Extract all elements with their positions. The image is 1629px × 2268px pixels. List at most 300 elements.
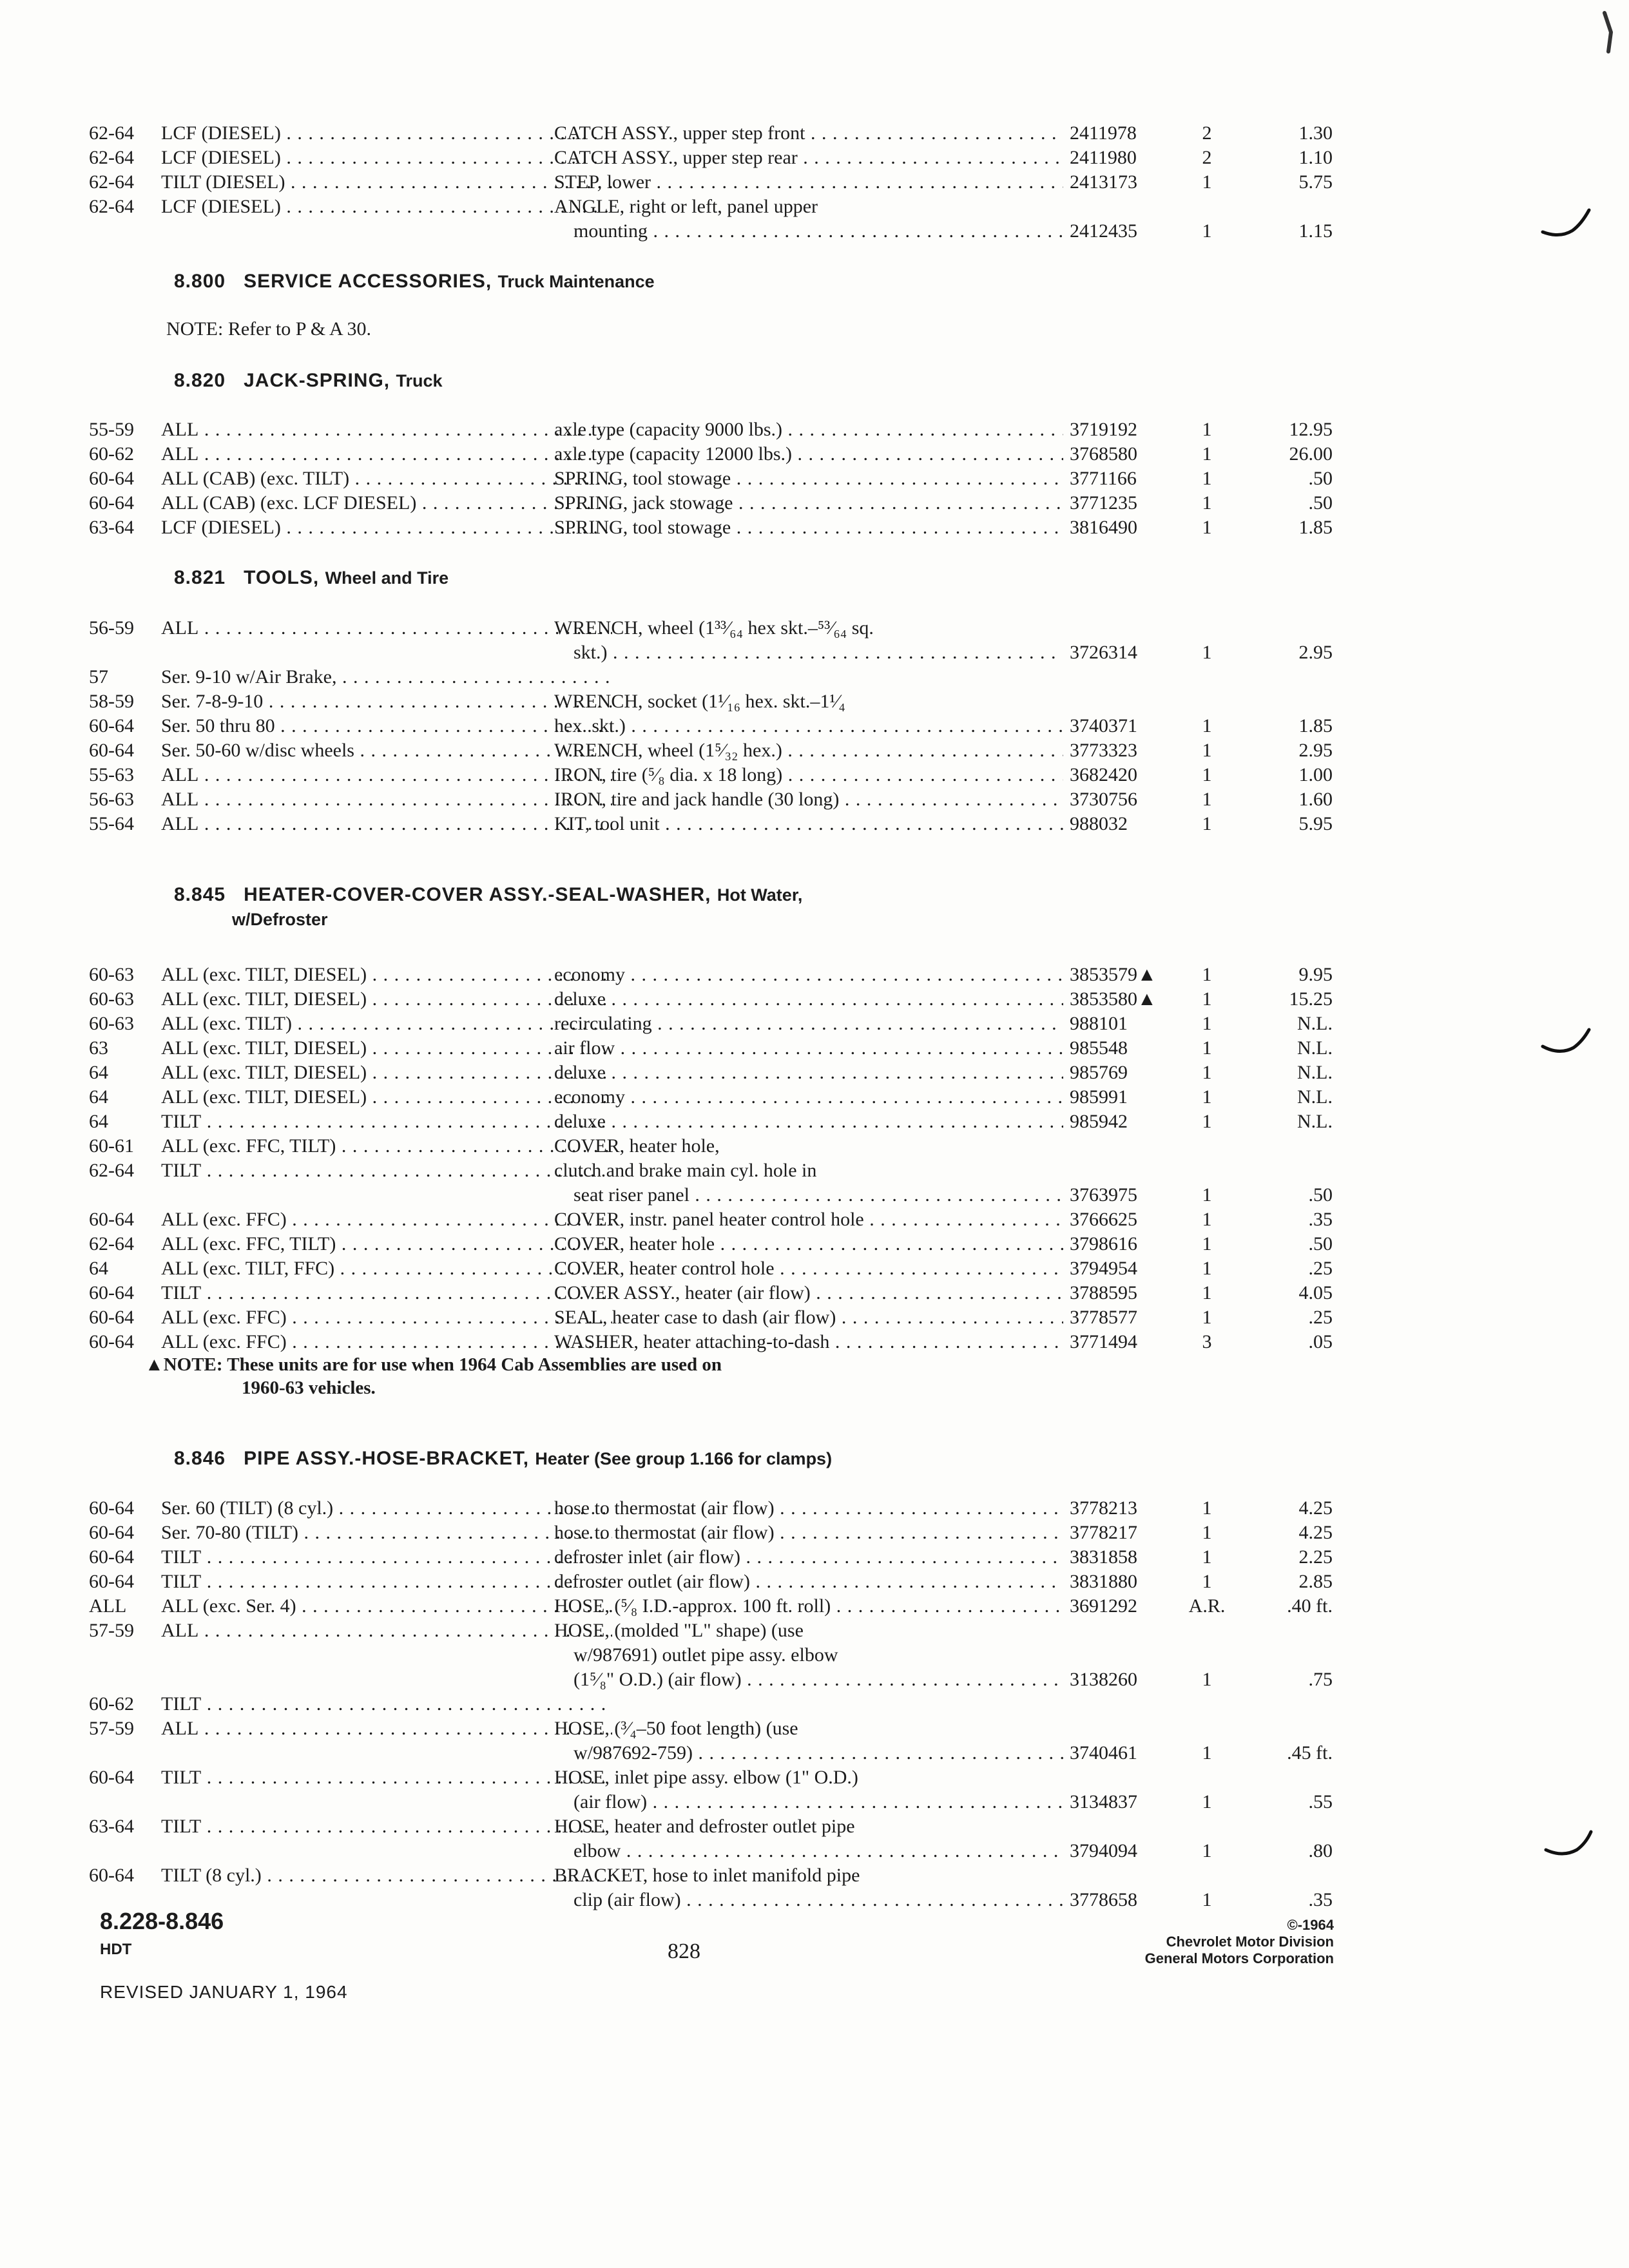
- list-price: .50: [1308, 468, 1333, 489]
- list-price: .35: [1308, 1889, 1333, 1910]
- part-number: 3763975: [1070, 1184, 1137, 1206]
- quantity: 1: [1202, 1571, 1212, 1592]
- parts-row: [89, 714, 1333, 738]
- section-subtitle: Hot Water,: [717, 885, 803, 905]
- model-application: TILT . . .: [161, 1158, 612, 1183]
- part-description: [554, 1232, 1063, 1256]
- quantity: 1: [1202, 1522, 1212, 1543]
- description-line: hex. skt.) . . .: [554, 714, 1063, 738]
- model-year: 60-64: [89, 1767, 134, 1788]
- parts-row: [89, 1036, 1333, 1061]
- part-description: [554, 1330, 1063, 1354]
- description-line: HOSE, heater and defroster outlet pipe: [554, 1816, 855, 1837]
- part-number: 3682420: [1070, 764, 1137, 785]
- parts-row: [89, 1281, 1333, 1305]
- part-description: [554, 987, 1063, 1012]
- model-year: 62-64: [89, 1233, 134, 1254]
- model-year: 56-63: [89, 789, 134, 810]
- model-application: TILT (8 cyl.) . . .: [161, 1863, 612, 1888]
- part-number: 3771235: [1070, 492, 1137, 514]
- model-year: 57: [89, 666, 108, 687]
- copyright-line: ©-1964: [1287, 1917, 1334, 1933]
- model-application: ALL (CAB) (exc. TILT) . . .: [161, 466, 612, 491]
- part-number: 3831880: [1070, 1571, 1137, 1592]
- part-description: [554, 1863, 1063, 1912]
- section-subtitle: Wheel and Tire: [325, 568, 449, 588]
- section-name: JACK-SPRING,: [244, 370, 390, 391]
- model-application: ALL . . .: [161, 1619, 612, 1643]
- model-application: ALL . . .: [161, 1716, 612, 1741]
- description-line: skt.) . . .: [554, 640, 1063, 665]
- model-application: TILT . . .: [161, 1110, 612, 1134]
- part-description: [554, 1570, 1063, 1594]
- parts-row: [89, 1158, 1333, 1207]
- description-line: elbow . . .: [554, 1839, 1063, 1863]
- parts-row: [89, 1110, 1333, 1134]
- model-application: Ser. 60 (TILT) (8 cyl.) . . .: [161, 1496, 612, 1521]
- model-year: 60-62: [89, 1693, 134, 1715]
- part-number: 3778658: [1070, 1889, 1137, 1910]
- parts-row: [89, 121, 1333, 146]
- part-description: [554, 1012, 1063, 1036]
- model-year: 58-59: [89, 691, 134, 712]
- model-year: ALL: [89, 1595, 127, 1617]
- part-description: [554, 738, 1063, 763]
- part-number: 3778217: [1070, 1522, 1137, 1543]
- description-line: SPRING, tool stowage . . .: [554, 466, 1063, 491]
- description-line: (air flow) . . .: [554, 1790, 1063, 1814]
- group-range-code: 8.228-8.846: [100, 1908, 224, 1934]
- description-line: COVER, heater hole,: [554, 1135, 720, 1157]
- model-application: LCF (DIESEL) . . .: [161, 146, 612, 170]
- part-description: [554, 1061, 1063, 1085]
- description-line: defroster inlet (air flow) . . .: [554, 1545, 1063, 1570]
- part-number: 2412435: [1070, 220, 1137, 242]
- model-year: 60-61: [89, 1135, 134, 1157]
- quantity: 1: [1202, 1209, 1212, 1230]
- list-price: 2.95: [1298, 740, 1333, 761]
- quantity: 1: [1202, 1307, 1212, 1328]
- part-number: 3778577: [1070, 1307, 1137, 1328]
- part-number: 3798616: [1070, 1233, 1137, 1254]
- check-mark-icon: [1543, 1827, 1595, 1865]
- list-price: 1.15: [1298, 220, 1333, 242]
- model-year: 63-64: [89, 1816, 134, 1837]
- description-line: WASHER, heater attaching-to-dash . . .: [554, 1330, 1063, 1354]
- corner-smudge-icon: [1592, 6, 1624, 58]
- description-line: defroster outlet (air flow) . . .: [554, 1570, 1063, 1594]
- list-price: 1.30: [1298, 122, 1333, 144]
- part-number: 985942: [1070, 1111, 1128, 1132]
- model-application: ALL . . .: [161, 787, 612, 812]
- footnote-8-845: [145, 1353, 722, 1399]
- model-application: ALL (exc. TILT, DIESEL) . . .: [161, 1036, 612, 1061]
- model-application: ALL (exc. TILT, DIESEL) . . .: [161, 1061, 612, 1085]
- description-line: deluxe . . .: [554, 987, 1063, 1012]
- description-line: COVER ASSY., heater (air flow) . . .: [554, 1281, 1063, 1305]
- description-line: WRENCH, wheel (1⁵⁄₃₂ hex.) . . .: [554, 738, 1063, 763]
- model-year: 57-59: [89, 1620, 134, 1641]
- list-price: 1.85: [1298, 715, 1333, 736]
- part-description: [554, 491, 1063, 515]
- part-number: 3831858: [1070, 1546, 1137, 1568]
- list-price: 4.05: [1298, 1282, 1333, 1303]
- part-description: [554, 787, 1063, 812]
- parts-row: [89, 1619, 1333, 1692]
- section-name: SERVICE ACCESSORIES,: [244, 271, 492, 292]
- quantity: 1: [1202, 1546, 1212, 1568]
- description-line: deluxe . . .: [554, 1061, 1063, 1085]
- part-number: 3138260: [1070, 1669, 1137, 1690]
- list-price: .80: [1308, 1840, 1333, 1861]
- model-application: ALL (exc. FFC, TILT) . . .: [161, 1134, 612, 1158]
- list-price: .05: [1308, 1331, 1333, 1352]
- description-line: economy . . .: [554, 1085, 1063, 1110]
- section-subtitle: Truck Maintenance: [497, 272, 655, 291]
- quantity: 1: [1202, 1037, 1212, 1059]
- part-number: 3853580▲: [1070, 988, 1157, 1010]
- list-price: 4.25: [1298, 1497, 1333, 1519]
- part-number: 3726314: [1070, 642, 1137, 663]
- part-number: 988032: [1070, 813, 1128, 834]
- list-price: .75: [1308, 1669, 1333, 1690]
- model-year: 60-62: [89, 443, 134, 465]
- footnote-line-1: ▲NOTE: These units are for use when 1964 Cab Assemblies are used on: [145, 1354, 722, 1375]
- parts-row: [89, 1570, 1333, 1594]
- part-number: 3719192: [1070, 419, 1137, 440]
- part-number: 3740371: [1070, 715, 1137, 736]
- model-year: 60-64: [89, 492, 134, 514]
- part-description: [554, 616, 1063, 665]
- page-number: 828: [668, 1939, 700, 1963]
- description-line: SEAL, heater case to dash (air flow) . . .: [554, 1305, 1063, 1330]
- parts-row: [89, 1305, 1333, 1330]
- quantity: 1: [1202, 419, 1212, 440]
- part-description: [554, 442, 1063, 466]
- list-price: 2.25: [1298, 1546, 1333, 1568]
- parts-row: [89, 491, 1333, 515]
- part-number: 3771494: [1070, 1331, 1137, 1352]
- quantity: 1: [1202, 813, 1212, 834]
- parts-row: [89, 1594, 1333, 1619]
- section-number: 8.846: [174, 1448, 226, 1469]
- part-number: 3771166: [1070, 468, 1137, 489]
- part-number: 985991: [1070, 1086, 1128, 1108]
- parts-row: [89, 418, 1333, 442]
- description-line: hose to thermostat (air flow) . . .: [554, 1521, 1063, 1545]
- description-line: CATCH ASSY., upper step rear . . .: [554, 146, 1063, 170]
- quantity: 2: [1202, 122, 1212, 144]
- quantity: 1: [1202, 443, 1212, 465]
- footnote-line-2: 1960-63 vehicles.: [242, 1378, 376, 1398]
- list-price: 2.85: [1298, 1571, 1333, 1592]
- parts-row: [89, 170, 1333, 195]
- part-number: 3691292: [1070, 1595, 1137, 1617]
- section-number: 8.845: [174, 884, 226, 905]
- description-line: w/987691) outlet pipe assy. elbow: [574, 1644, 838, 1666]
- list-price: 2.95: [1298, 642, 1333, 663]
- model-year: 63: [89, 1037, 108, 1059]
- model-year: 60-64: [89, 715, 134, 736]
- model-year: 64: [89, 1111, 108, 1132]
- parts-row: [89, 763, 1333, 787]
- parts-row: [89, 1012, 1333, 1036]
- quantity: 1: [1202, 468, 1212, 489]
- description-line: COVER, instr. panel heater control hole . . .: [554, 1207, 1063, 1232]
- part-number: 3730756: [1070, 789, 1137, 810]
- quantity: 1: [1202, 1013, 1212, 1034]
- parts-row: [89, 812, 1333, 836]
- section-heading-8-821: [174, 566, 448, 590]
- model-year: 55-63: [89, 764, 134, 785]
- quantity: 1: [1202, 1742, 1212, 1763]
- description-line: economy . . .: [554, 963, 1063, 987]
- model-application: ALL (exc. TILT, DIESEL) . . .: [161, 1085, 612, 1110]
- list-price: 1.60: [1298, 789, 1333, 810]
- description-line: HOSE, (³⁄₄–50 foot length) (use: [554, 1718, 798, 1739]
- model-application: ALL (exc. TILT) . . .: [161, 1012, 612, 1036]
- model-application: ALL (exc. FFC) . . .: [161, 1207, 612, 1232]
- list-price: 9.95: [1298, 964, 1333, 985]
- list-price: 12.95: [1289, 419, 1333, 440]
- model-application: ALL . . .: [161, 442, 612, 466]
- model-application: ALL (exc. TILT, DIESEL) . . .: [161, 963, 612, 987]
- parts-row: [89, 1496, 1333, 1521]
- part-description: [554, 689, 1063, 714]
- list-price: 1.85: [1298, 517, 1333, 538]
- top-parts-list: [89, 121, 1333, 244]
- description-line: KIT, tool unit . . .: [554, 812, 1063, 836]
- part-number: 3794954: [1070, 1258, 1137, 1279]
- model-application: Ser. 50-60 w/disc wheels . . .: [161, 738, 612, 763]
- parts-row: [89, 1692, 1268, 1716]
- model-year: 64: [89, 1086, 108, 1108]
- list-price: .55: [1308, 1791, 1333, 1812]
- model-year: 60-63: [89, 1013, 134, 1034]
- quantity: 1: [1202, 220, 1212, 242]
- part-number: 3134837: [1070, 1791, 1137, 1812]
- section-heading-8-820: [174, 369, 443, 393]
- part-description: [554, 1036, 1063, 1061]
- division-line: Chevrolet Motor Division: [1166, 1934, 1334, 1950]
- parts-row: [89, 738, 1333, 763]
- part-description: [554, 763, 1063, 787]
- model-year: 62-64: [89, 171, 134, 193]
- list-price: N.L.: [1297, 1037, 1333, 1059]
- model-year: 62-64: [89, 122, 134, 144]
- check-mark-icon: [1540, 206, 1592, 245]
- parts-list-8-846: [89, 1496, 1333, 1912]
- quantity: 1: [1202, 740, 1212, 761]
- parts-row: [89, 1814, 1333, 1863]
- model-year: 57-59: [89, 1718, 134, 1739]
- part-number: 3788595: [1070, 1282, 1137, 1303]
- part-number: 3853579▲: [1070, 964, 1157, 985]
- parts-row: [89, 1863, 1333, 1912]
- part-description: [554, 170, 1063, 195]
- section-subtitle-2: w/Defroster: [232, 910, 328, 929]
- model-year: 62-64: [89, 196, 134, 217]
- part-description: [554, 1281, 1063, 1305]
- hdt-label: HDT: [100, 1941, 132, 1958]
- note-8-800: NOTE: Refer to P & A 30.: [166, 318, 372, 340]
- part-description: [554, 1619, 1063, 1692]
- quantity: 1: [1202, 1062, 1212, 1083]
- description-line: axle type (capacity 9000 lbs.) . . .: [554, 418, 1063, 442]
- section-number: 8.820: [174, 370, 226, 391]
- model-application: TILT . . .: [161, 1545, 612, 1570]
- parts-row: [89, 787, 1333, 812]
- parts-row: [89, 1134, 1268, 1158]
- model-year: 60-63: [89, 988, 134, 1010]
- part-description: [554, 963, 1063, 987]
- parts-row: [89, 689, 1268, 714]
- quantity: 1: [1202, 1840, 1212, 1861]
- part-description: [554, 1594, 1063, 1619]
- quantity: 1: [1202, 988, 1212, 1010]
- part-description: [554, 812, 1063, 836]
- model-application: ALL (exc. FFC, TILT) . . .: [161, 1232, 612, 1256]
- description-line: clip (air flow) . . .: [554, 1888, 1063, 1912]
- parts-row: [89, 442, 1333, 466]
- parts-row: [89, 195, 1333, 244]
- model-application: TILT (DIESEL) . . .: [161, 170, 612, 195]
- parts-row: [89, 963, 1333, 987]
- part-description: [554, 1521, 1063, 1545]
- part-description: [554, 515, 1063, 540]
- model-year: 60-64: [89, 1522, 134, 1543]
- list-price: .25: [1308, 1258, 1333, 1279]
- parts-list-8-820: [89, 418, 1333, 540]
- parts-row: [89, 1207, 1333, 1232]
- part-description: [554, 121, 1063, 146]
- model-year: 60-63: [89, 964, 134, 985]
- description-line: COVER, heater control hole . . .: [554, 1256, 1063, 1281]
- quantity: 3: [1202, 1331, 1212, 1352]
- model-application: ALL . . .: [161, 616, 612, 640]
- model-application: Ser. 50 thru 80 . . .: [161, 714, 612, 738]
- quantity: 1: [1202, 1669, 1212, 1690]
- model-year: 63-64: [89, 517, 134, 538]
- description-line: BRACKET, hose to inlet manifold pipe: [554, 1865, 860, 1886]
- quantity: 1: [1202, 1184, 1212, 1206]
- description-line: SPRING, jack stowage . . .: [554, 491, 1063, 515]
- list-price: N.L.: [1297, 1062, 1333, 1083]
- description-line: w/987692-759) . . .: [554, 1741, 1063, 1765]
- description-line: deluxe . . .: [554, 1110, 1063, 1134]
- description-line: COVER, heater hole . . .: [554, 1232, 1063, 1256]
- model-year: 60-64: [89, 1571, 134, 1592]
- part-description: [554, 466, 1063, 491]
- section-heading-8-800: [174, 269, 655, 294]
- part-description: [554, 1110, 1063, 1134]
- model-year: 64: [89, 1062, 108, 1083]
- model-application: Ser. 70-80 (TILT) . . .: [161, 1521, 612, 1545]
- description-line: IRON, tire (⁵⁄₈ dia. x 18 long) . . .: [554, 763, 1063, 787]
- quantity: 1: [1202, 1889, 1212, 1910]
- quantity: 1: [1202, 789, 1212, 810]
- list-price: .50: [1308, 1233, 1333, 1254]
- parts-row: [89, 616, 1333, 665]
- model-year: 60-64: [89, 1331, 134, 1352]
- section-heading-8-845: [174, 883, 802, 932]
- section-name: TOOLS,: [244, 567, 320, 588]
- description-line: seat riser panel . . .: [554, 1183, 1063, 1207]
- part-number: 3794094: [1070, 1840, 1137, 1861]
- description-line: (1⁵⁄₈" O.D.) (air flow) . . .: [554, 1667, 1063, 1692]
- description-line: STEP, lower . . .: [554, 170, 1063, 195]
- parts-row: [89, 1545, 1333, 1570]
- description-line: HOSE, inlet pipe assy. elbow (1" O.D.): [554, 1767, 858, 1788]
- description-line: ANGLE, right or left, panel upper: [554, 196, 818, 217]
- list-price: .45 ft.: [1287, 1742, 1333, 1763]
- description-line: SPRING, tool stowage . . .: [554, 515, 1063, 540]
- parts-list-8-821: [89, 616, 1333, 836]
- parts-row: [89, 1765, 1333, 1814]
- part-number: 3778213: [1070, 1497, 1137, 1519]
- list-price: .25: [1308, 1307, 1333, 1328]
- check-mark-icon: [1540, 1024, 1592, 1063]
- part-description: [554, 1765, 1063, 1814]
- model-year: 56-59: [89, 617, 134, 639]
- model-application: ALL . . .: [161, 418, 612, 442]
- quantity: 1: [1202, 1258, 1212, 1279]
- part-description: [554, 714, 1063, 738]
- model-application: LCF (DIESEL) . . .: [161, 195, 612, 219]
- list-price: .50: [1308, 1184, 1333, 1206]
- quantity: 1: [1202, 1086, 1212, 1108]
- description-line: axle type (capacity 12000 lbs.) . . .: [554, 442, 1063, 466]
- description-line: mounting . . .: [554, 219, 1063, 244]
- revision-date: REVISED JANUARY 1, 1964: [100, 1982, 348, 2002]
- model-year: 60-64: [89, 1282, 134, 1303]
- parts-row: [89, 1085, 1333, 1110]
- parts-row: [89, 466, 1333, 491]
- part-description: [554, 1158, 1063, 1207]
- list-price: N.L.: [1297, 1013, 1333, 1034]
- model-application: TILT . . .: [161, 1281, 612, 1305]
- part-number: 2411980: [1070, 147, 1137, 168]
- model-application: ALL (exc. TILT, DIESEL) . . .: [161, 987, 612, 1012]
- section-subtitle: Truck: [396, 371, 443, 390]
- list-price: 5.75: [1298, 171, 1333, 193]
- quantity: 2: [1202, 147, 1212, 168]
- list-price: N.L.: [1297, 1111, 1333, 1132]
- parts-row: [89, 515, 1333, 540]
- parts-row: [89, 665, 1268, 689]
- model-application: ALL (exc. FFC) . . .: [161, 1330, 612, 1354]
- model-year: 60-64: [89, 740, 134, 761]
- parts-row: [89, 1521, 1333, 1545]
- parts-row: [89, 1330, 1333, 1354]
- list-price: 5.95: [1298, 813, 1333, 834]
- list-price: .40 ft.: [1287, 1595, 1333, 1617]
- list-price: 1.10: [1298, 147, 1333, 168]
- parts-row: [89, 1061, 1333, 1085]
- section-subtitle: Heater (See group 1.166 for clamps): [535, 1449, 833, 1468]
- model-year: 60-64: [89, 1307, 134, 1328]
- list-price: .50: [1308, 492, 1333, 514]
- part-number: 3768580: [1070, 443, 1137, 465]
- model-year: 60-64: [89, 1865, 134, 1886]
- quantity: 1: [1202, 1111, 1212, 1132]
- quantity: 1: [1202, 764, 1212, 785]
- part-description: [554, 418, 1063, 442]
- part-number: 2411978: [1070, 122, 1137, 144]
- part-description: [554, 146, 1063, 170]
- model-year: 60-64: [89, 468, 134, 489]
- model-application: ALL (exc. Ser. 4) . . .: [161, 1594, 612, 1619]
